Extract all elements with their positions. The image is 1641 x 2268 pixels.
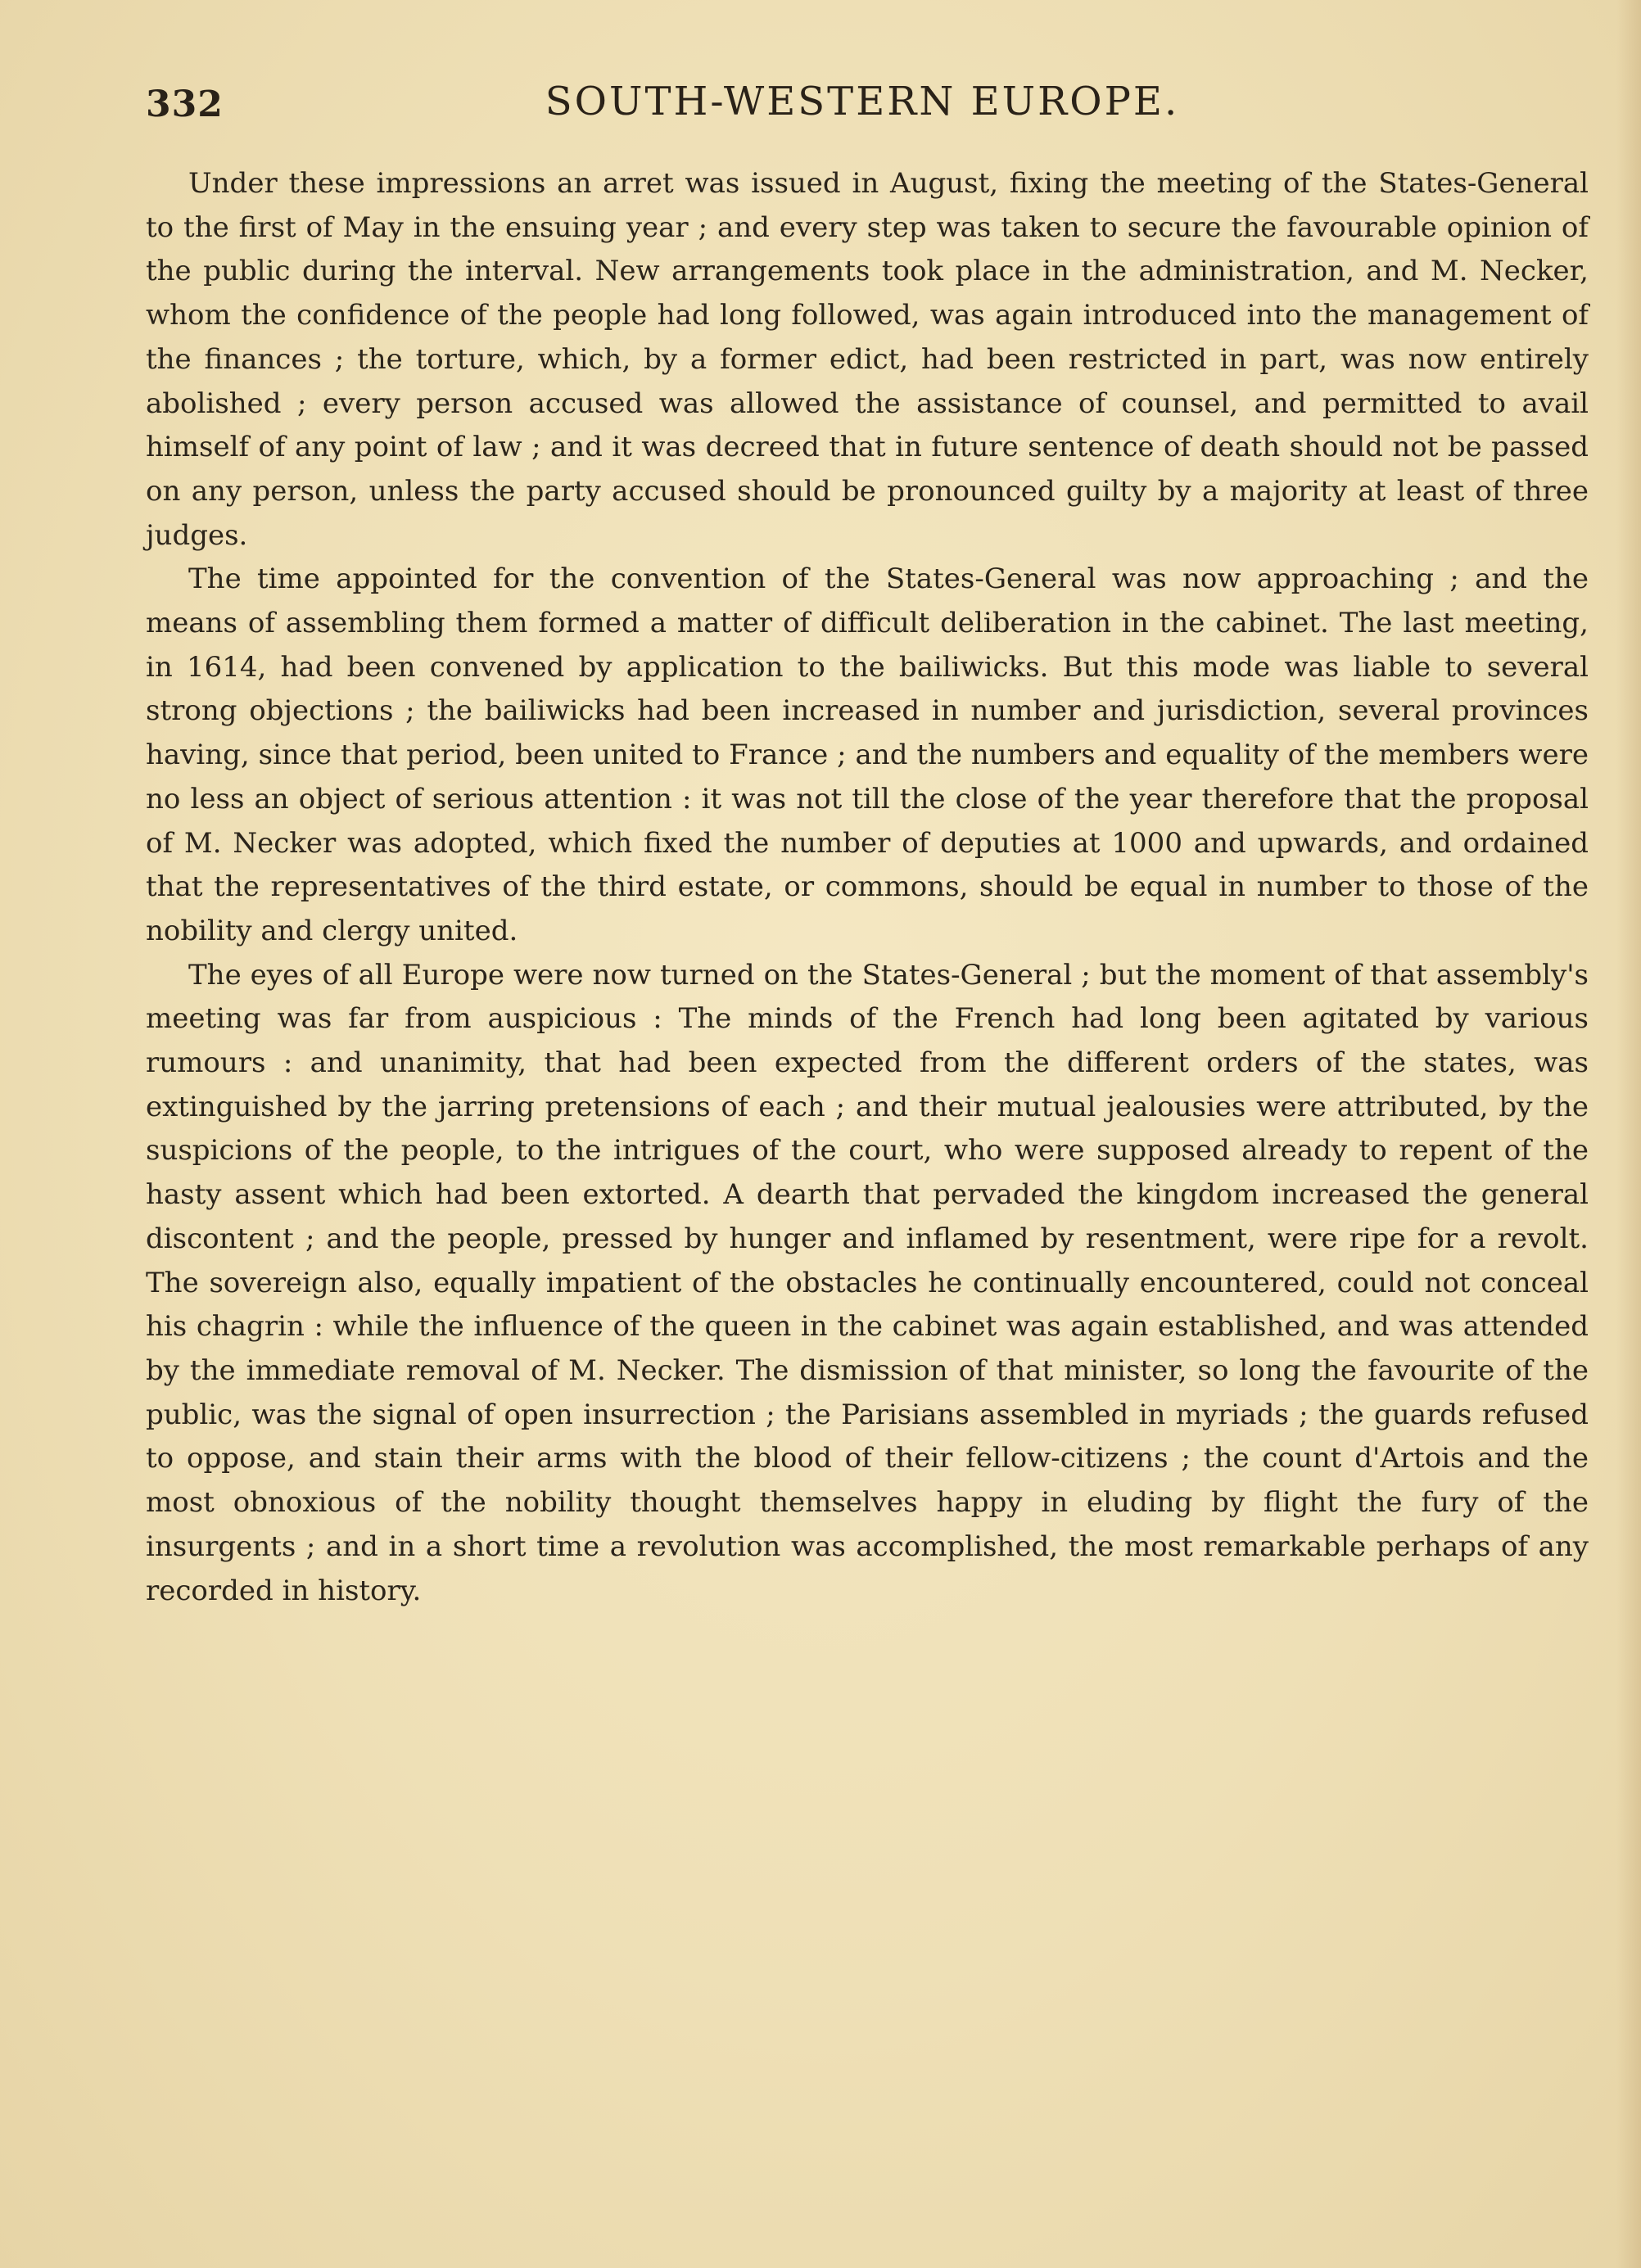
paragraph: The eyes of all Europe were now turned on the States-General ; but the moment of that assembly's meeting was far from auspicious : The minds of the French had long been agitated by various rumours : and unanimity, that had been expected from the different orders of the states, was extinguished by the jarring pretensions of each ; and their mutual jealousies were attributed, by the suspicions of the people, to the intrigues of the court, who were supposed already to repent of the hasty assent which had been extorted. A dearth that pervaded the kingdom increased the general discontent ; and the people, pressed by hunger and inflamed by resentment, were ripe for a revolt. The sovereign also, equally impatient of the obstacles he continually encountered, could not conceal his chagrin : while the influence of the queen in the cabinet was again established, and was attended by the immediate removal of M. Necker. The dismission of that minister, so long the favourite of the public, was the signal of open insurrection ; the Parisians assembled in myriads ; the guards refused to oppose, and stain their arms with the blood of their fellow-citizens ; the count d'Artois and the most obnoxious of the nobility thought themselves happy in eluding by flight the fury of the insurgents ; and in a short time a revolution was accomplished, the most remarkable perhaps of any recorded in history. [146, 958, 1589, 1607]
running-head: SOUTH-WESTERN EUROPE. [545, 79, 1180, 124]
body-text [146, 162, 1589, 1613]
paragraph: The time appointed for the convention of the States-General was now approaching ; and the means of assembling them formed a matter of difficult deliberation in the cabinet. The last meeting, in 1614, had been convened by application to the bailiwicks. But this mode was liable to several strong objections ; the bailiwicks had been increased in number and jurisdiction, several provinces having, since that period, been united to France ; and the numbers and equality of the members were no less an object of serious attention : it was not till the close of the year therefore that the proposal of M. Necker was adopted, which fixed the number of deputies at 1000 and upwards, and ordained that the representatives of the third estate, or commons, should be equal in number to those of the nobility and clergy united. [146, 562, 1589, 947]
page-header [146, 79, 1579, 136]
page-number: 332 [146, 84, 224, 125]
paragraph: Under these impressions an arret was issued in August, fixing the meeting of the States-General to the first of May in the ensuing year ; and every step was taken to secure the favourable opinion of the public during the interval. New arrangements took place in the administration, and M. Necker, whom the confidence of the people had long followed, was again introduced into the management of the finances ; the torture, which, by a former edict, had been restricted in part, was now entirely abolished ; every person accused was allowed the assistance of counsel, and permitted to avail himself of any point of law ; and it was decreed that in future sentence of death should not be passed on any person, unless the party accused should be pronounced guilty by a majority at least of three judges. [146, 167, 1589, 552]
